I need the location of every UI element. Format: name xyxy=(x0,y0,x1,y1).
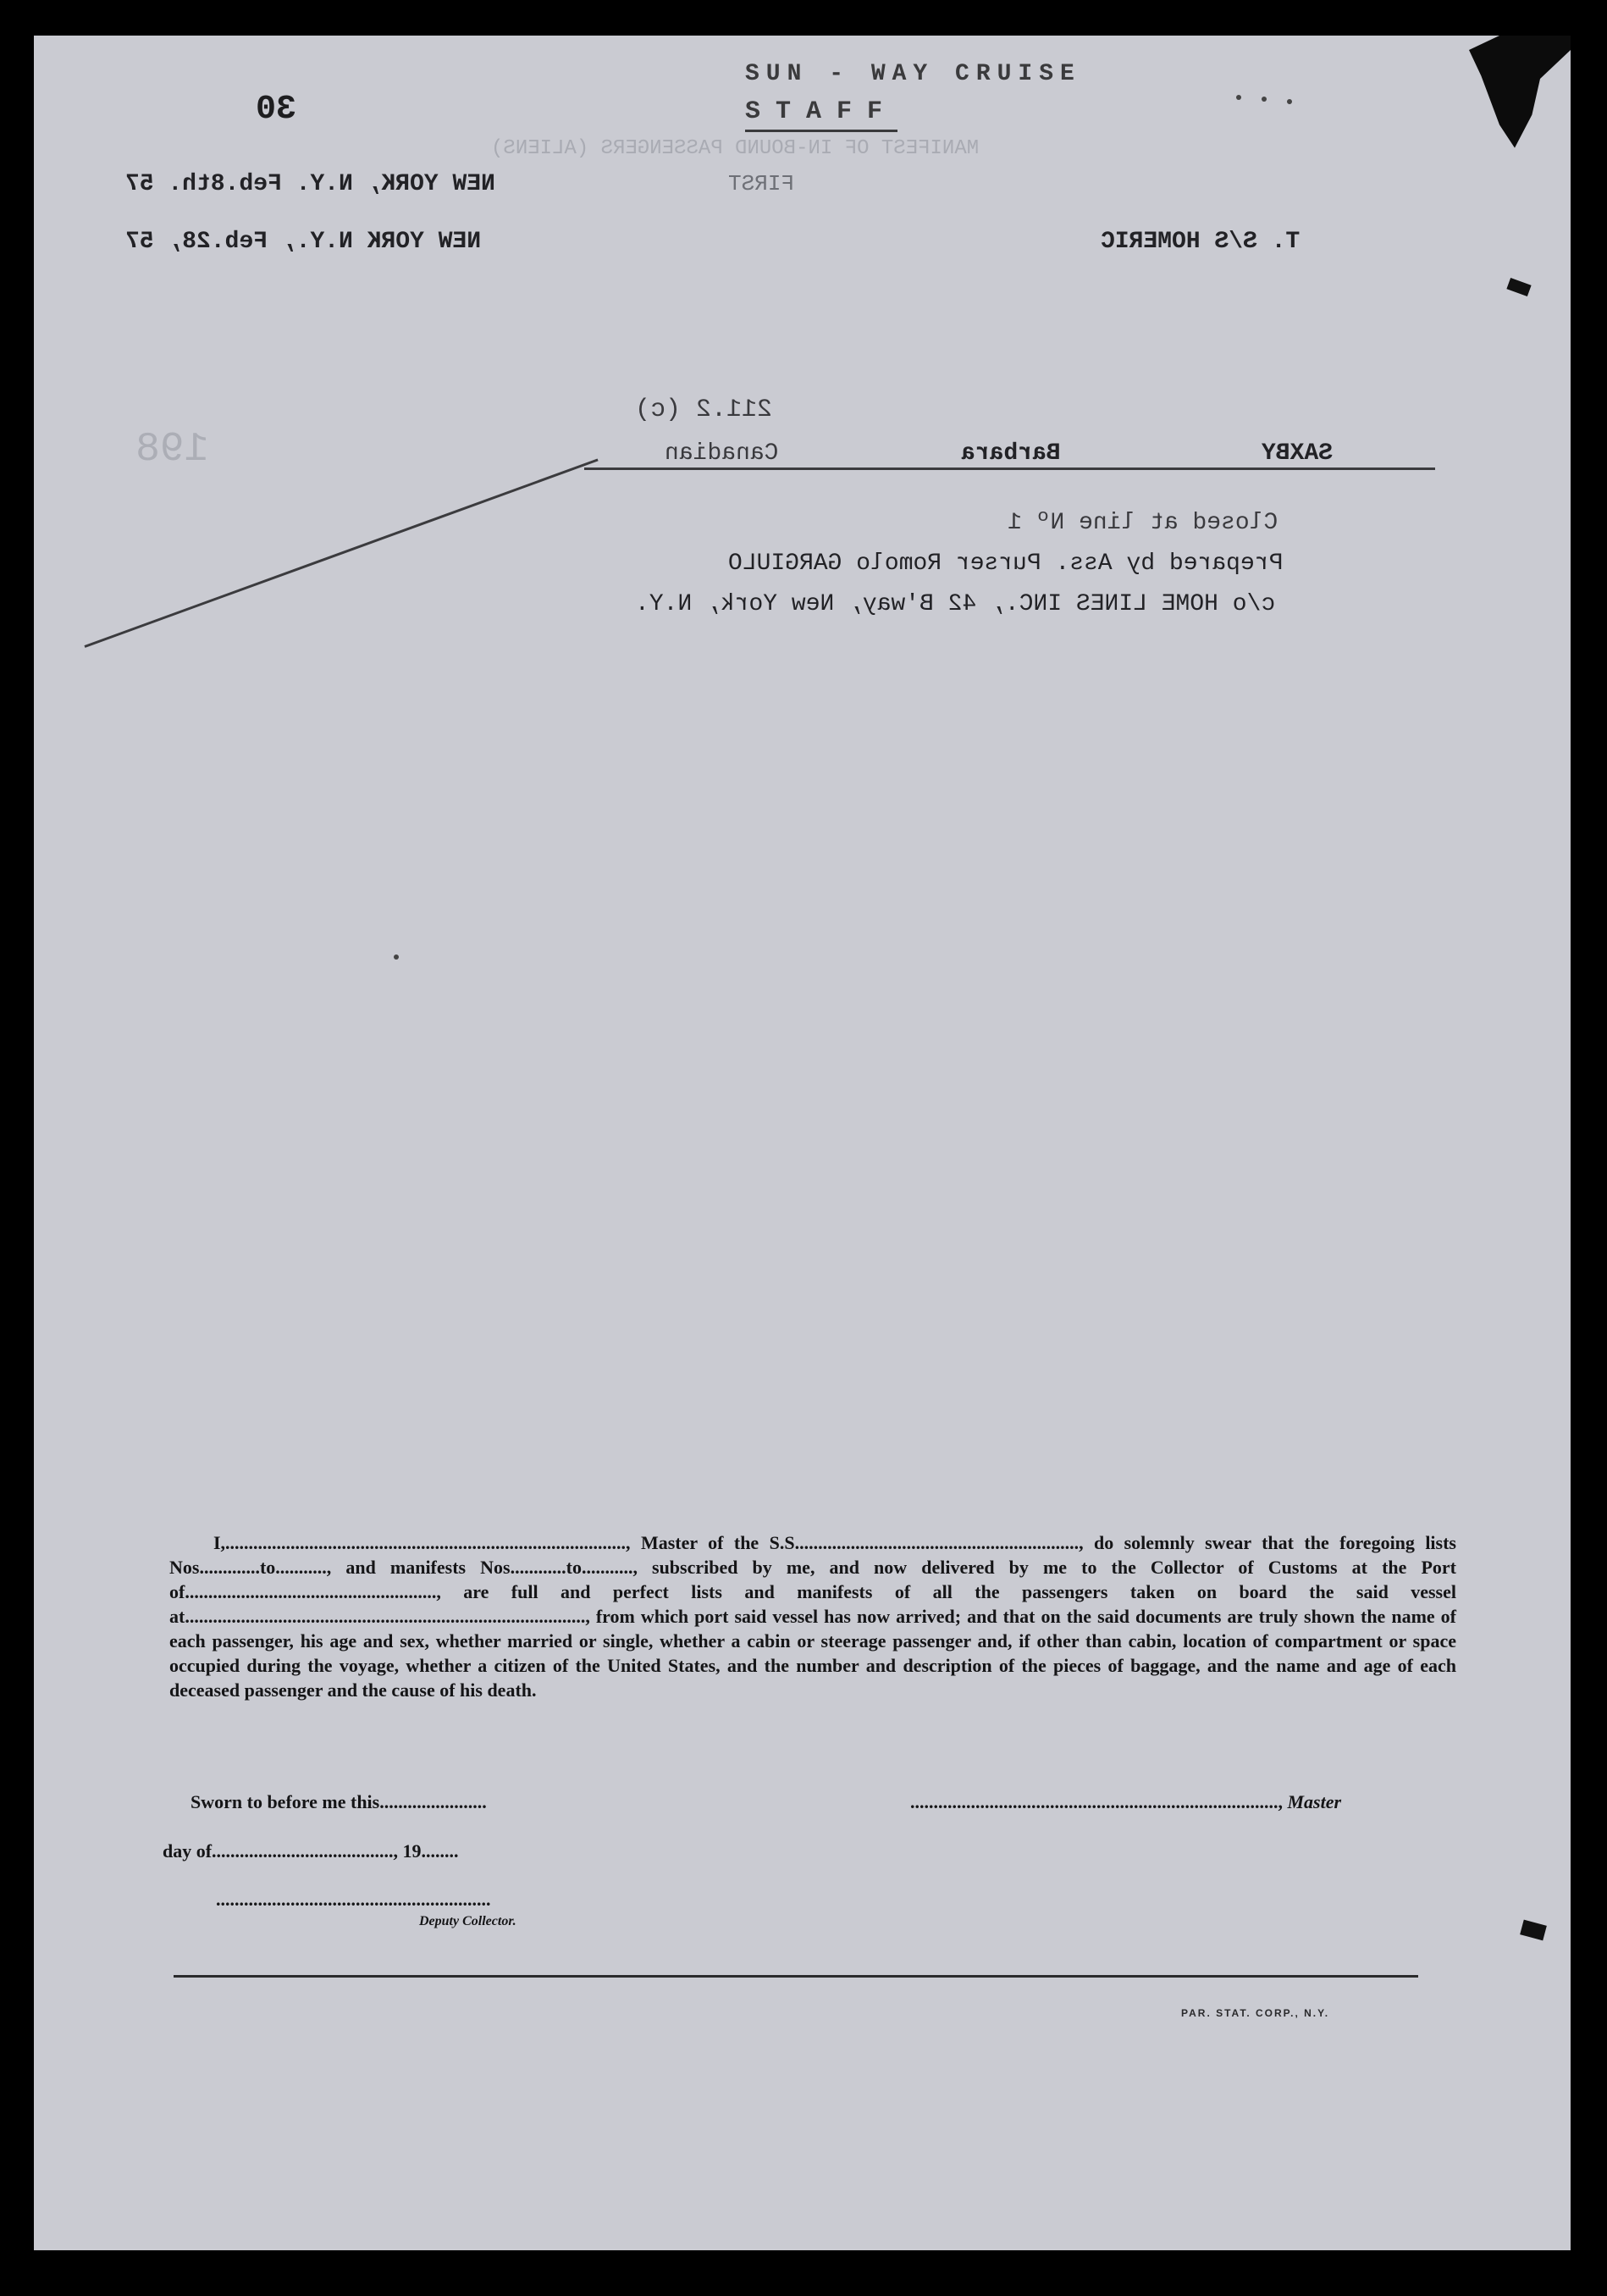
vessel-name: T. S/S HOMERIC xyxy=(1101,229,1301,255)
speck xyxy=(1287,99,1292,104)
sworn-line: Sworn to before me this....................... xyxy=(191,1791,487,1812)
bottom-rule xyxy=(174,1975,1418,1978)
passenger-surname: SAXBY xyxy=(1262,440,1334,467)
printer-imprint: PAR. STAT. CORP., N.Y. xyxy=(1181,2007,1330,2019)
collector-dots: ........................................................... xyxy=(216,1889,491,1910)
master-label: Master xyxy=(1287,1791,1342,1812)
speck xyxy=(394,954,399,960)
passenger-nationality: Canadian xyxy=(665,440,779,467)
master-signature-dots: ..............................................................................., xyxy=(910,1791,1283,1812)
page-number: 30 xyxy=(256,91,297,129)
class-label-ghost: FIRST xyxy=(728,171,795,196)
diagonal-strike xyxy=(84,458,598,647)
ink-blot xyxy=(1506,278,1531,296)
entry-underline xyxy=(584,467,1435,470)
master-oath xyxy=(169,1530,1456,1702)
staff-stamp: STAFF xyxy=(745,97,897,132)
header-stamp xyxy=(745,61,1081,132)
deputy-collector-label: Deputy Collector. xyxy=(419,1914,516,1928)
passenger-given-name: Barbara xyxy=(961,440,1061,467)
ink-blot xyxy=(1520,1920,1547,1941)
manifest-page xyxy=(34,36,1571,2250)
prepared-by: Prepared by Ass. Purser Romolo GARGIULO xyxy=(728,550,1284,577)
ghost-number: 198 xyxy=(135,427,209,473)
oath-paragraph: I,......................................................................................, Master of the S.S............................................................., do solemnly swear that the foregoing lists Nos.............to..........., and manifests Nos............to..........., subscribed by me, and now delivered by me to the Collector of Customs at the Port of......................................................, are full and perfect lists and manifests of all the passengers taken on board the said vessel at......................................................................................, from which port said vessel has now arrived; and that on the said documents are truly shown the name of each passenger, his age and sex, whether married or single, whether a cabin or steerage passenger and, if other than cabin, location of compartment or space occupied during the voyage, whether a citizen of the United States, and the number and description of the pieces of baggage, and the name and age of each deceased passenger and the cause of his death. xyxy=(169,1532,1456,1701)
arrival-line-1: NEW YORK, N.Y. Feb.8th. 57 xyxy=(125,171,495,197)
torn-corner xyxy=(1469,36,1571,180)
arrival-line-2: NEW YORK N.Y., Feb.28, 57 xyxy=(125,229,482,255)
speck xyxy=(1236,95,1241,100)
cruise-stamp: SUN - WAY CRUISE xyxy=(745,61,1081,87)
master-signature-line xyxy=(910,1791,1341,1813)
speck xyxy=(1262,97,1267,102)
classification-code: 211.2 (c) xyxy=(635,396,773,424)
company-address: c/o HOME LINES INC., 42 B'way, New York, N.Y. xyxy=(635,591,1276,617)
day-line: day of......................................., 19........ xyxy=(163,1840,459,1862)
manifest-title-ghost: MANIFEST OF IN-BOUND PASSENGERS (ALIENS) xyxy=(491,137,980,160)
closed-at-line: Closed at line Nº 1 xyxy=(1008,510,1278,536)
